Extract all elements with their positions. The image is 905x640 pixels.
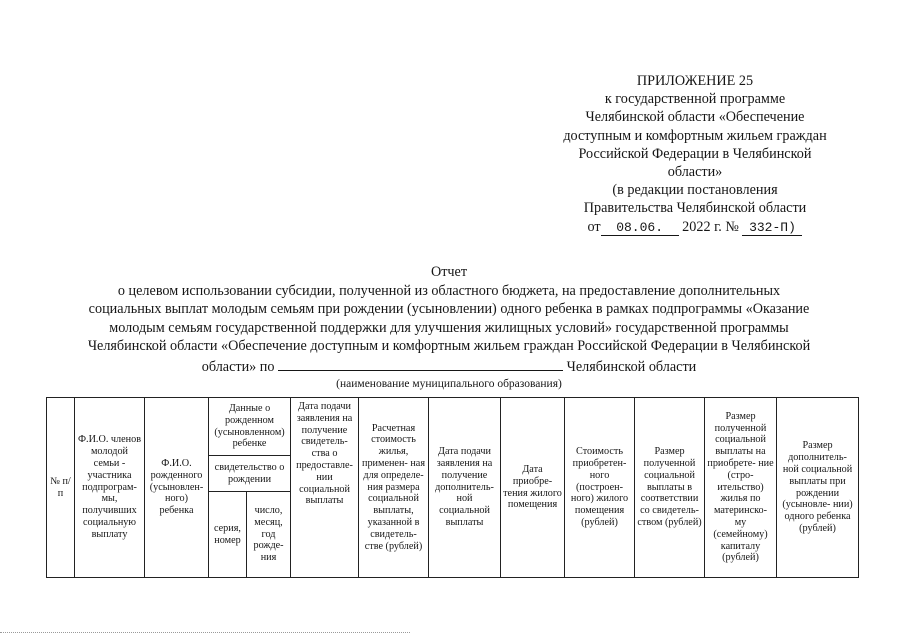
appendix-line: Российской Федерации в Челябинской xyxy=(578,145,812,162)
appendix-line: области» xyxy=(667,164,723,181)
report-last-suffix: Челябинской области xyxy=(566,358,697,375)
appendix-line: Челябинской области «Обеспечение xyxy=(585,109,805,126)
municipality-caption: (наименование муниципального образования) xyxy=(336,377,562,390)
header-purchase-date: Дата приобре- тения жилого помещения xyxy=(501,398,565,578)
report-last-prefix: области» по xyxy=(201,358,275,375)
header-received-payment: Размер полученной социальной выплаты в соответствии со свидетель- ством (рублей) xyxy=(635,398,705,578)
header-birth-certificate: свидетельство о рождении xyxy=(209,456,291,492)
report-text-line: Челябинской области «Обеспечение доступным и комфортным жильем граждан Российской Федерации в Челябинской xyxy=(87,338,811,355)
appendix-header xyxy=(530,72,860,236)
municipality-blank xyxy=(278,356,563,371)
header-calculated-cost: Расчетная стоимость жилья, применен- ная для определе- ния размера социальной выплаты, указанной в свидетель- стве (рублей) xyxy=(359,398,429,578)
resolution-number-value: 332-П) xyxy=(742,221,802,236)
resolution-date-line xyxy=(530,218,860,236)
header-number: № п/п xyxy=(47,398,75,578)
header-family-members: Ф.И.О. членов молодой семьи - участника подпрограм- мы, получивших социальную выплату xyxy=(75,398,145,578)
header-extra-payment: Размер дополнитель- ной социальной выплаты при рождении (усыновле- нии) одного ребенка (рублей) xyxy=(777,398,859,578)
report-text-line: социальных выплат молодым семьям при рождении (усыновлении) одного ребенка в рамках подпрограммы «Оказание xyxy=(88,301,810,318)
header-birth-date: число, месяц, год рожде- ния xyxy=(247,492,291,578)
date-year: 2022 г. № xyxy=(682,218,739,235)
scan-artifact-line xyxy=(0,632,410,633)
header-purchase-cost: Стоимость приобретен- ного (построен- ного) жилого помещения (рублей) xyxy=(565,398,635,578)
appendix-line: доступным и комфортным жильем граждан xyxy=(563,127,827,144)
header-maternity-capital: Размер полученной социальной выплаты на приобрете- ние (стро- ительство) жилья по материнско- му (семейному) капиталу (рублей) xyxy=(705,398,777,578)
report-last-line xyxy=(40,356,858,377)
report-heading xyxy=(40,263,858,391)
header-application-date: Дата подачи заявления на получение свидетель- ства о предоставле- нии социальной выплаты xyxy=(291,398,359,578)
header-extra-application-date: Дата подачи заявления на получение дополнитель- ной социальной выплаты xyxy=(429,398,501,578)
report-text-line: молодым семьям государственной поддержки для улучшения жилищных условий» государственной программы xyxy=(109,319,789,336)
appendix-title: ПРИЛОЖЕНИЕ 25 xyxy=(636,73,754,89)
report-text-line: о целевом использовании субсидии, полученной из областного бюджета, на предоставление дополнительных xyxy=(117,282,781,299)
appendix-line: к государственной программе xyxy=(604,91,786,108)
header-certificate-series: серия, номер xyxy=(209,492,247,578)
resolution-date-value: 08.06. xyxy=(601,221,679,236)
appendix-line: (в редакции постановления xyxy=(612,182,778,199)
report-table xyxy=(46,397,859,578)
appendix-line: Правительства Челябинской области xyxy=(583,200,807,217)
report-title: Отчет xyxy=(430,264,468,280)
header-child-name: Ф.И.О. рожденного (усыновлен- ного) ребенка xyxy=(145,398,209,578)
header-child-data: Данные о рожденном (усыновленном) ребенке xyxy=(209,398,291,456)
date-prefix: от xyxy=(587,218,601,235)
